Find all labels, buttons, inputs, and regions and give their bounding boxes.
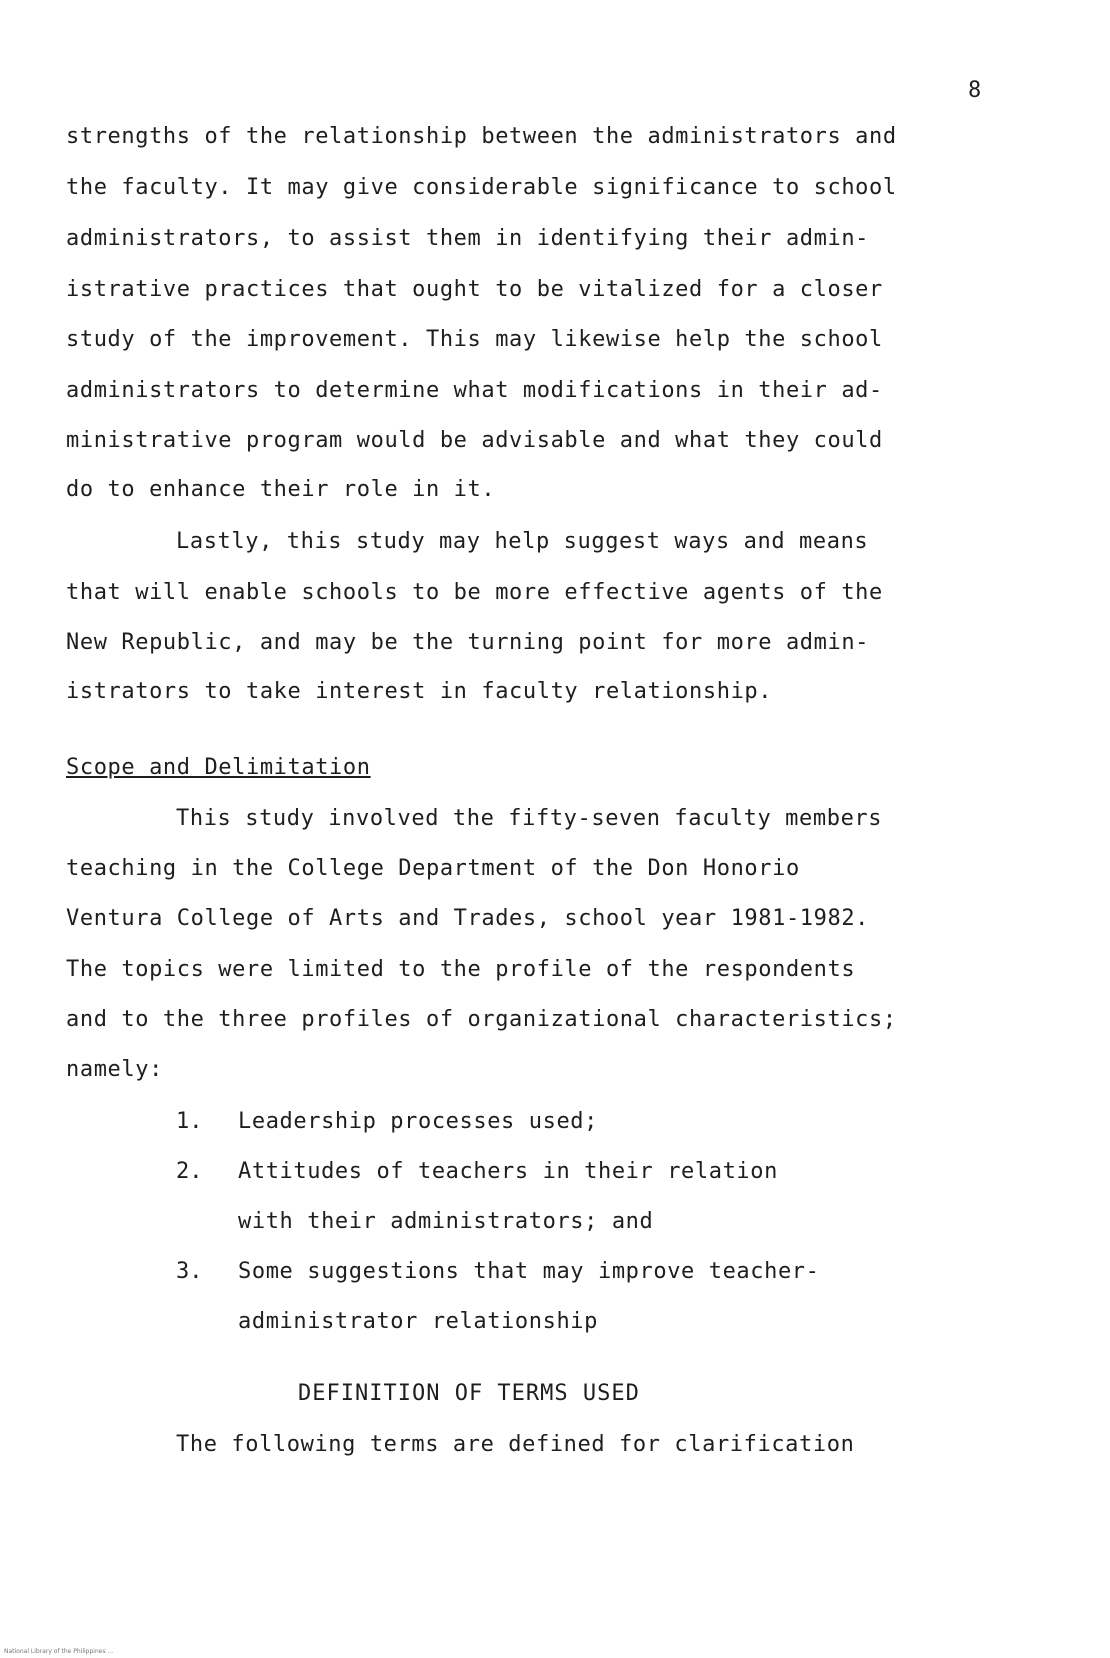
list-item-text: Some suggestions that may improve teacher- [238, 1259, 820, 1284]
text-line: New Republic, and may be the turning point for more admin- [66, 630, 870, 655]
text-line: Ventura College of Arts and Trades, school year 1981-1982. [66, 906, 870, 931]
text-line: This study involved the fifty-seven faculty members [176, 806, 883, 831]
text-line: Lastly, this study may help suggest ways and means [176, 529, 869, 554]
text-line: istrative practices that ought to be vitalized for a closer [66, 277, 883, 302]
list-item-number: 1. [176, 1109, 203, 1134]
definitions-heading: DEFINITION OF TERMS USED [298, 1381, 640, 1406]
list-item-number: 3. [176, 1259, 203, 1284]
text-line: administrators, to assist them in identifying their admin- [66, 226, 870, 251]
page-number: 8 [968, 78, 982, 103]
text-line: the faculty. It may give considerable significance to school [66, 175, 897, 200]
text-line: administrators to determine what modifications in their ad- [66, 378, 883, 403]
list-item-text: with their administrators; and [238, 1209, 654, 1234]
text-line: that will enable schools to be more effective agents of the [66, 580, 883, 605]
text-line: study of the improvement. This may likewise help the school [66, 327, 883, 352]
list-item-text: Leadership processes used; [238, 1109, 598, 1134]
text-line: istrators to take interest in faculty relationship. [66, 679, 773, 704]
list-item-text: Attitudes of teachers in their relation [238, 1159, 778, 1184]
section-heading: Scope and Delimitation [66, 755, 371, 780]
text-line: The following terms are defined for clarification [176, 1432, 855, 1457]
text-line: strengths of the relationship between the administrators and [66, 124, 897, 149]
text-line: namely: [66, 1057, 163, 1082]
list-item-text: administrator relationship [238, 1309, 598, 1334]
text-line: and to the three profiles of organizational characteristics; [66, 1007, 897, 1032]
text-line: do to enhance their role in it. [66, 477, 496, 502]
list-item-number: 2. [176, 1159, 203, 1184]
text-line: ministrative program would be advisable and what they could [66, 428, 883, 453]
text-line: The topics were limited to the profile of the respondents [66, 957, 856, 982]
scan-footer: National Library of the Philippines ... [4, 1648, 114, 1655]
text-line: teaching in the College Department of the Don Honorio [66, 856, 800, 881]
